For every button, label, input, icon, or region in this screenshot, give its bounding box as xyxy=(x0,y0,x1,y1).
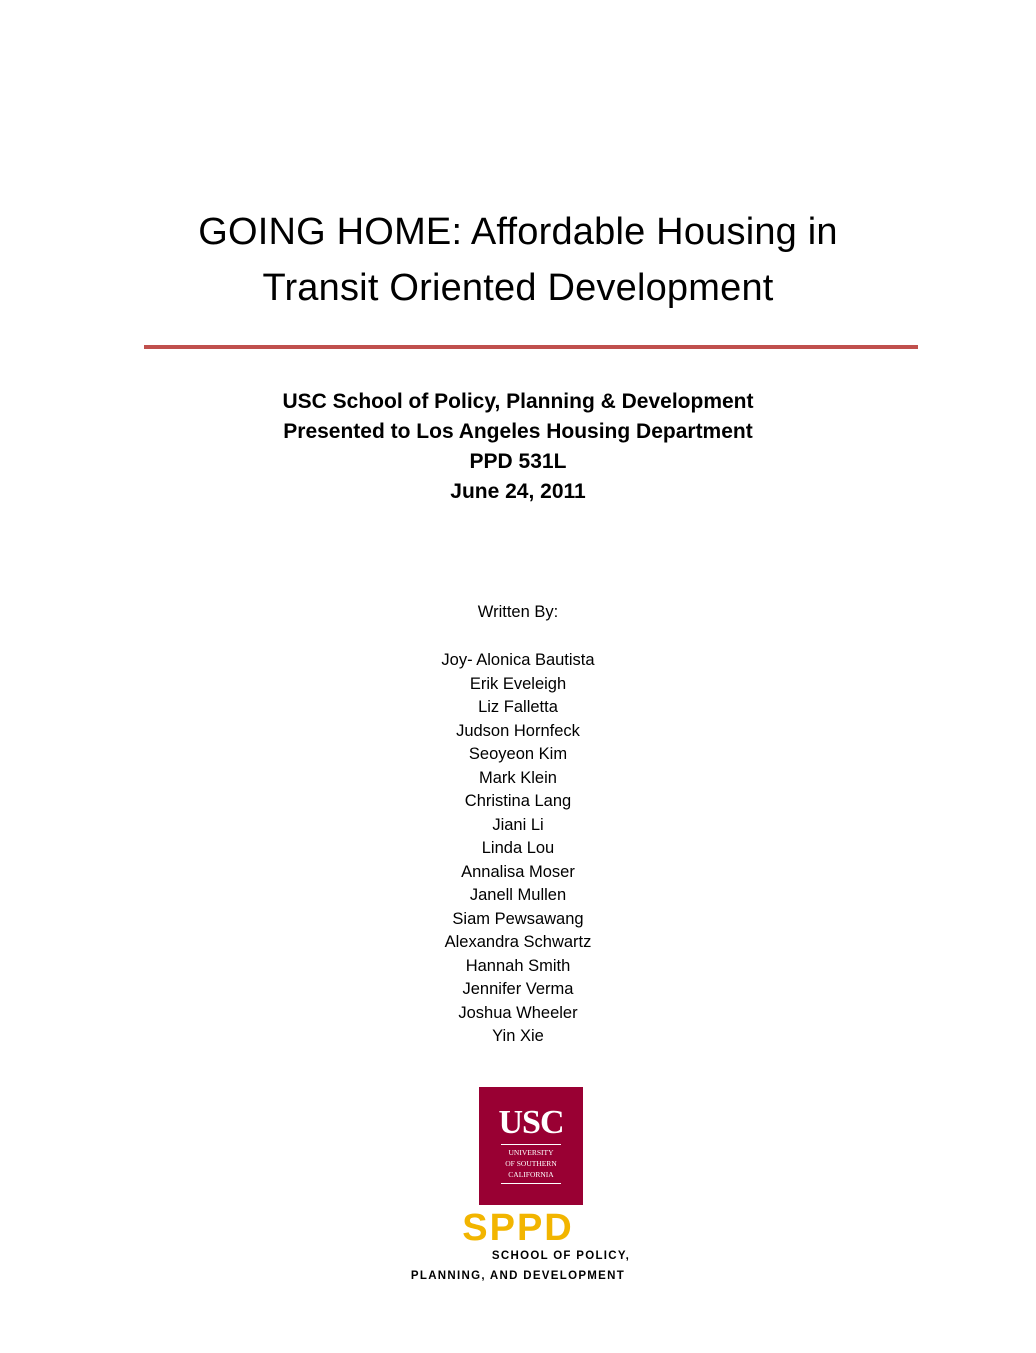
school-name: USC School of Policy, Planning & Development xyxy=(282,390,754,413)
author-name: Joshua Wheeler xyxy=(458,1003,578,1022)
author-name: Joy- Alonica Bautista xyxy=(441,651,595,669)
author-name: Yin Xie xyxy=(492,1027,544,1045)
author-name: Jiani Li xyxy=(492,815,544,834)
usc-logo xyxy=(479,1087,583,1205)
author-name: Erik Eveleigh xyxy=(469,674,567,693)
subtitle-block xyxy=(0,387,1036,507)
author-name: Annalisa Moser xyxy=(461,862,575,881)
author-name: Linda Lou xyxy=(481,839,555,857)
school-line-2: PLANNING, AND DEVELOPMENT xyxy=(410,1270,626,1282)
author-name: Alexandra Schwartz xyxy=(444,933,592,951)
author-list xyxy=(0,649,1036,1049)
school-line-1: SCHOOL OF POLICY, xyxy=(491,1250,631,1262)
author-name: Hannah Smith xyxy=(465,956,571,975)
author-name: Jennifer Verma xyxy=(462,980,574,998)
document-title xyxy=(0,204,1036,316)
sppd-logo-text: SPPD xyxy=(462,1207,574,1249)
author-name: Christina Lang xyxy=(464,792,572,810)
author-name: Seoyeon Kim xyxy=(468,745,568,763)
author-name: Janell Mullen xyxy=(469,886,567,904)
title-line-1: GOING HOME: Affordable Housing in xyxy=(198,211,838,253)
course-code: PPD 531L xyxy=(469,450,567,473)
author-name: Mark Klein xyxy=(479,768,557,787)
sppd-school-name xyxy=(0,1246,1036,1286)
presented-to: Presented to Los Angeles Housing Department xyxy=(283,420,753,443)
university-name xyxy=(479,1147,583,1180)
author-name: Siam Pewsawang xyxy=(452,909,584,928)
logo-divider-top xyxy=(501,1144,561,1145)
title-line-2: Transit Oriented Development xyxy=(262,267,774,309)
university-line-1: UNIVERSITY xyxy=(508,1148,554,1157)
report-date: June 24, 2011 xyxy=(450,480,586,503)
title-divider xyxy=(144,345,918,349)
author-name: Judson Hornfeck xyxy=(456,721,580,740)
university-line-2: OF SOUTHERN xyxy=(505,1159,557,1168)
written-by-label: Written By: xyxy=(477,603,559,621)
usc-wordmark: USC xyxy=(498,1104,564,1141)
university-line-3: CALIFORNIA xyxy=(508,1170,554,1179)
author-name: Liz Falletta xyxy=(478,698,558,716)
logo-divider-bottom xyxy=(501,1183,561,1184)
